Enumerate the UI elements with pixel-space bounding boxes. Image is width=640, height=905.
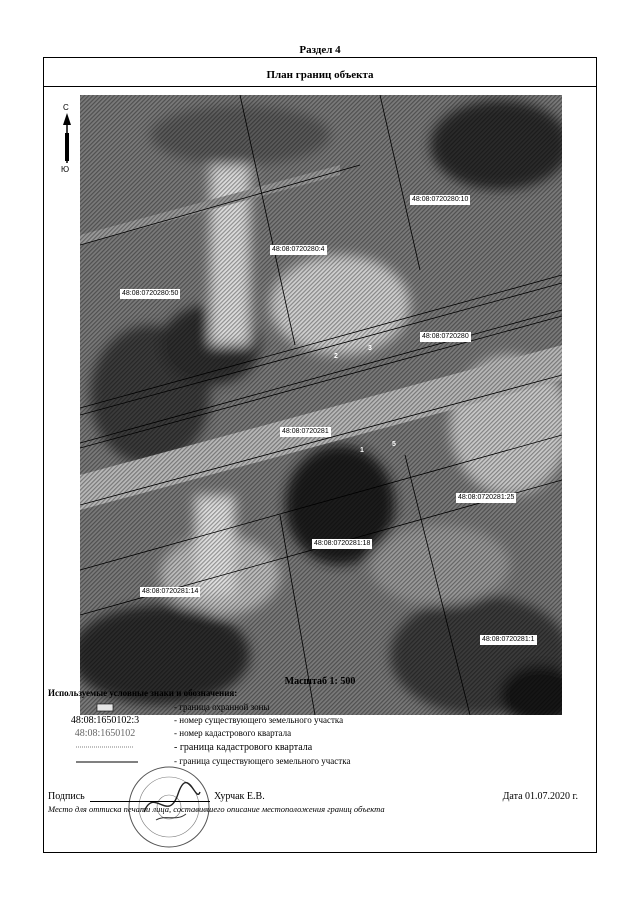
legend-symbol xyxy=(50,702,160,714)
compass-south-label: Ю xyxy=(61,165,70,174)
signature-row xyxy=(48,791,588,805)
signature-date: Дата 01.07.2020 г. xyxy=(502,791,578,802)
legend-text: - граница существующего земельного участка xyxy=(174,756,351,766)
signature-line xyxy=(90,801,210,802)
cadastral-label: 48:08:0720280:10 xyxy=(412,196,469,203)
legend-symbol: 48:08:1650102:3 xyxy=(70,715,140,726)
legend-symbol: 48:08:1650102 xyxy=(74,728,136,739)
aerial-photo-image xyxy=(80,95,562,715)
scale-label: Масштаб 1: 500 xyxy=(284,676,356,687)
legend-item-parcel-number xyxy=(50,715,580,727)
legend-text: - граница кадастрового квартала xyxy=(174,742,313,753)
point-label: 2 xyxy=(334,353,338,360)
cadastral-label: 48:08:0720280:50 xyxy=(122,290,179,297)
legend-item-quarter-boundary xyxy=(50,742,580,754)
document-frame xyxy=(43,57,597,853)
cadastral-label: 48:08:0720281 xyxy=(282,428,329,435)
legend-text: - номер существующего земельного участка xyxy=(174,715,344,725)
legend-symbol xyxy=(50,742,160,754)
north-arrow-icon xyxy=(58,113,78,213)
legend-item-quarter-number xyxy=(50,728,580,740)
stamp-note: Место для оттиска печати лица, составившего описание местоположения границ объекта xyxy=(48,804,385,814)
cadastral-label: 48:08:0720281:1 xyxy=(482,636,535,643)
legend-text: - граница охранной зоны xyxy=(174,702,270,712)
legend-item-protection-zone xyxy=(50,702,580,714)
zone-symbol-icon xyxy=(50,702,160,714)
point-label: 3 xyxy=(368,345,372,352)
cadastral-label: 48:08:0720281:14 xyxy=(142,588,199,595)
cadastral-label: 48:08:0720281:18 xyxy=(314,540,371,547)
signer-name: Хурчак Е.В. xyxy=(214,791,265,802)
cadastral-label: 48:08:0720280 xyxy=(422,333,469,340)
signature-label: Подпись xyxy=(48,791,85,802)
compass xyxy=(58,103,78,233)
cadastral-label: 48:08:0720280:4 xyxy=(272,246,325,253)
cadastral-label: 48:08:0720281:25 xyxy=(458,494,515,501)
point-label: 5 xyxy=(392,441,396,448)
aerial-map[interactable] xyxy=(80,95,562,715)
quarter-boundary-line-icon xyxy=(50,742,160,754)
plan-title: План границ объекта xyxy=(44,65,596,87)
section-title: Раздел 4 xyxy=(299,44,341,56)
point-label: 1 xyxy=(360,447,364,454)
legend-heading: Используемые условные знаки и обозначения: xyxy=(48,688,238,698)
compass-north-label: С xyxy=(63,103,69,112)
legend-text: - номер кадастрового квартала xyxy=(174,728,292,738)
